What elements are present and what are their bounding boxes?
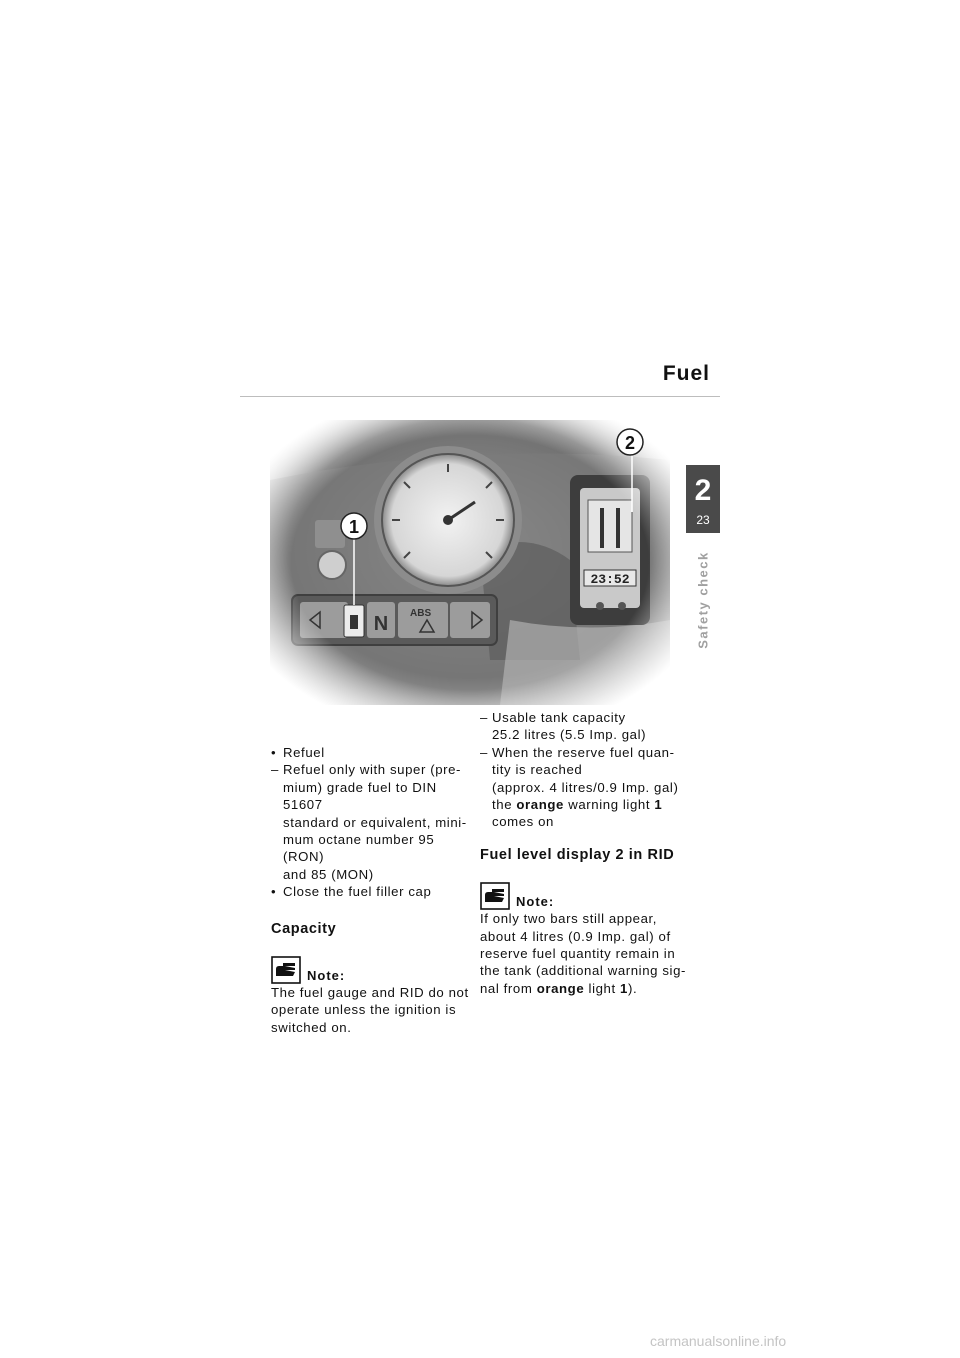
left-column <box>271 744 471 1036</box>
page-title: Fuel <box>662 362 710 385</box>
note-line: switched on. <box>271 1019 352 1035</box>
note-hand-icon <box>271 956 301 984</box>
callout-1-label: 1 <box>348 517 360 537</box>
note-label: Note: <box>307 967 346 983</box>
usable-capacity-value: 25.2 litres (5.5 Imp. gal) <box>492 727 647 743</box>
list-item-refuel-detail: – Refuel only with super (pre- <box>271 762 462 778</box>
reserve-line: comes on <box>492 814 554 830</box>
note-header <box>271 956 471 984</box>
section-label-text: Safety check <box>695 551 711 649</box>
callout-2-label: 2 <box>624 433 636 453</box>
refuel-detail-line: mum octane number 95 (RON) <box>283 832 435 865</box>
note-line: the tank (additional warning sig- <box>480 963 686 979</box>
list-item-close-cap: • Close the fuel filler cap <box>271 884 432 900</box>
capacity-heading: Capacity <box>271 920 337 937</box>
note-line: about 4 litres (0.9 Imp. gal) of <box>480 928 671 944</box>
title-divider <box>240 396 720 397</box>
right-column <box>480 709 690 997</box>
note-line: operate unless the ignition is <box>271 1002 457 1018</box>
list-item-usable-capacity: – Usable tank capacity <box>480 710 626 725</box>
list-item-refuel: • Refuel <box>271 745 325 760</box>
note-line: reserve fuel quantity remain in <box>480 946 676 962</box>
note-line: If only two bars still appear, <box>480 911 658 927</box>
refuel-detail-line: mium) grade fuel to DIN 51607 <box>283 779 437 813</box>
section-side-label <box>686 540 720 660</box>
watermark: carmanualsonline.info <box>650 1333 787 1349</box>
note-line: nal from orange light 1). <box>480 980 638 996</box>
note-hand-icon <box>480 882 510 910</box>
list-item-reserve: – When the reserve fuel quan- <box>480 744 675 760</box>
note-line: The fuel gauge and RID do not <box>271 985 469 1001</box>
page-number: 23 <box>696 513 710 527</box>
chapter-number: 2 <box>694 474 712 507</box>
reserve-line: (approx. 4 litres/0.9 Imp. gal) <box>492 779 679 795</box>
note-label: Note: <box>516 893 555 909</box>
refuel-detail-line: standard or equivalent, mini- <box>283 814 467 830</box>
reserve-line: tity is reached <box>492 762 583 778</box>
refuel-detail-line: and 85 (MON) <box>283 866 374 882</box>
note-header <box>480 882 690 910</box>
chapter-tab <box>686 465 720 533</box>
fuel-level-heading: Fuel level display 2 in RID <box>480 846 675 863</box>
instrument-cluster-photo <box>270 420 670 705</box>
reserve-line: the orange warning light 1 <box>492 797 663 813</box>
